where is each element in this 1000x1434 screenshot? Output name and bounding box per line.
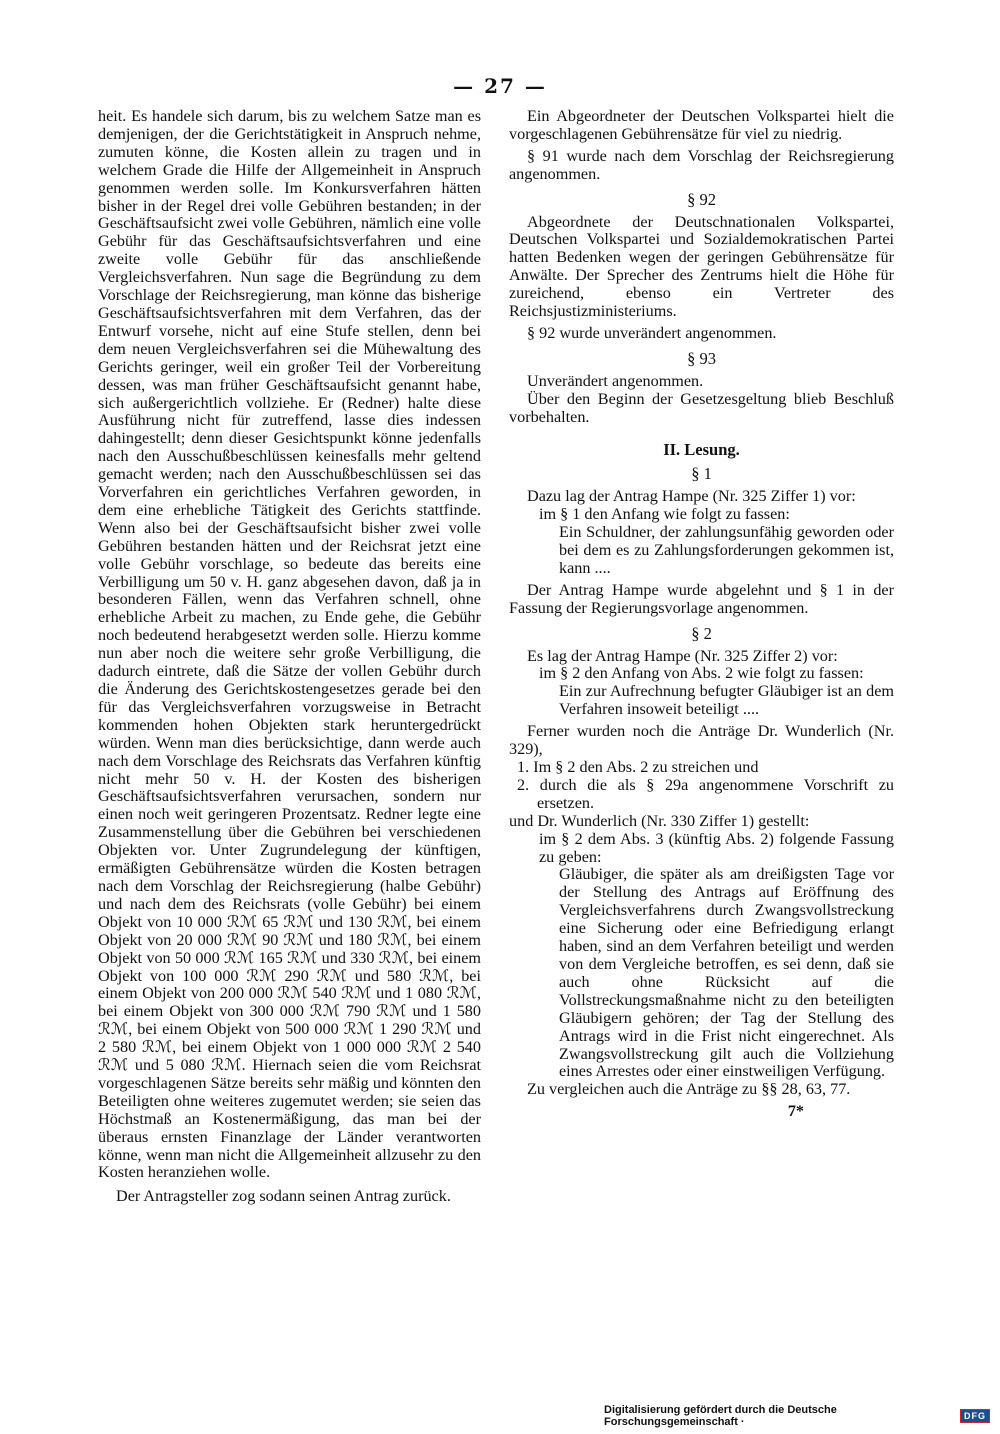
paragraph: Der Antrag Hampe wurde abgelehnt und § 1 in der Fassung der Regierungsvorlage angenommen. bbox=[509, 580, 894, 617]
quote: Gläubiger, die später als am dreißigsten Tage vor der Stellung des Antrags auf Eröffnung des Vergleichsverfahrens durch Zwangsvollstreckung eine Sicherung oder eine Befriedigung erlangt haben, sind an dem Verfahren beteiligt und werden von dem Vergleiche betroffen, es sei denn, daß sie auch ohne Rücksicht auf die Vollstreckungsmaßnahme nicht zu den beteiligten Gläubigern gehören; der Tag der Stellung des Antrags wird in die Frist nicht eingerechnet. Als Zwangsvollstreckung gilt auch die Vollziehung eines Arrestes oder einer einstweiligen Verfügung. bbox=[559, 865, 894, 1081]
paragraph: Über den Beginn der Gesetzesgeltung blieb Beschluß vorbehalten. bbox=[509, 389, 894, 426]
paragraph: § 91 wurde nach dem Vorschlag der Reichsregierung angenommen. bbox=[509, 146, 894, 183]
paragraph: Dazu lag der Antrag Hampe (Nr. 325 Ziffer 1) vor: bbox=[527, 487, 856, 506]
footer-text: Digitalisierung gefördert durch die Deutsche Forschungsgemeinschaft · bbox=[604, 1404, 837, 1428]
paragraph: im § 1 den Anfang wie folgt zu fassen: bbox=[539, 505, 790, 524]
dfg-logo: DFG bbox=[960, 1409, 990, 1423]
list-item: 1. Im § 2 den Abs. 2 zu streichen und bbox=[517, 758, 759, 776]
section-heading: § 1 bbox=[691, 464, 712, 484]
paragraph: § 92 wurde unverändert angenommen. bbox=[527, 323, 777, 342]
quote: Ein zur Aufrechnung befugter Gläubiger ist an dem Verfahren insoweit beteiligt .... bbox=[559, 682, 894, 719]
signature-mark: 7* bbox=[787, 1102, 804, 1121]
paragraph: Ferner wurden noch die Anträge Dr. Wunderlich (Nr. 329), bbox=[509, 722, 894, 759]
paragraph: Abgeordnete der Deutschnationalen Volkspartei, Deutschen Volkspartei und Sozialdemokratischen Partei hatten Bedenken wegen der geringen Gebührensätze für Anwälte. Der Sprecher des Zentrums hielt die Höhe für zureichend, ebenso ein Vertreter des Reichsjustizministeriums. bbox=[509, 212, 894, 321]
paragraph: Ein Abgeordneter der Deutschen Volkspartei hielt die vorgeschlagenen Gebührensätze für viel zu niedrig. bbox=[509, 107, 894, 143]
section-heading: § 92 bbox=[687, 189, 716, 209]
list-item: 2. durch die als § 29a angenommene Vorschrift zu ersetzen. bbox=[517, 775, 894, 812]
quote: Ein Schuldner, der zahlungsunfähig geworden oder bei dem es zu Zahlungsforderungen gekommen ist, kann .... bbox=[559, 523, 894, 577]
section-heading: § 93 bbox=[687, 348, 716, 368]
paragraph: Der Antragsteller zog sodann seinen Antrag zurück. bbox=[116, 1187, 451, 1206]
section-heading: II. Lesung. bbox=[663, 439, 740, 459]
section-heading: § 2 bbox=[691, 623, 712, 643]
paragraph: Unverändert angenommen. bbox=[527, 371, 704, 390]
left-column bbox=[98, 108, 481, 1206]
page-number: — 27 — bbox=[453, 74, 547, 98]
paragraph: im § 2 dem Abs. 3 (künftig Abs. 2) folgende Fassung zu geben: bbox=[539, 829, 894, 866]
right-column bbox=[509, 108, 894, 1121]
paragraph: Es lag der Antrag Hampe (Nr. 325 Ziffer 2) vor: bbox=[527, 646, 838, 665]
paragraph: Zu vergleichen auch die Anträge zu §§ 28, 63, 77. bbox=[527, 1080, 851, 1099]
paragraph: heit. Es handele sich darum, bis zu welchem Satze man es demjenigen, der die Gerichtstätigkeit in Anspruch nehme, zumuten könne, die Kosten allein zu tragen und in welchem Grade die Hilfe der Allgemeinheit in Anspruch genommen werden solle. Im Konkursverfahren hätten bisher in der Regel drei volle Gebühren bestanden; in der Geschäftsaufsicht zwei volle Gebühren, nämlich eine volle Gebühr für das Geschäftsaufsichtsverfahren und eine zweite volle Gebühr für das anschließende Vergleichsverfahren. Nun sage die Begründung zu dem Vorschlage der Reichsregierung, man könne das bisherige Geschäftsaufsichtsverfahren mit dem Verfahren, das der Entwurf vorsehe, nicht auf eine Stufe stellen, denn bei dem neuen Vergleichsverfahren sei die Mühewaltung des Gerichts geringer, weil ein großer Teil der Vorbereitung dessen, was man früher Geschäftsaufsicht genannt habe, sich außergerichtlich vollziehe. Er (Redner) halte diese Ausführung nicht für zutreffend, lasse dies indessen dahingestellt; denn dieser Gesichtspunkt könne jedenfalls nach den Ausschußbeschlüssen keinesfalls mehr geltend gemacht werden; nach den Ausschußbeschlüssen sei das Vorverfahren ein gerichtliches Verfahren geworden, in dem eine erhebliche Tätigkeit des Gerichts stattfinde. Wenn also bei der Geschäftsaufsicht bisher zwei volle Gebühren bestanden hätten und der Reichsrat jetzt eine volle Gebühr vorschlage, so bedeute das bereits eine Verbilligung um 50 v. H. ganz abgesehen davon, daß ja in besonderen Fällen, wenn das Verfahren schnell, ohne erhebliche Arbeit zu machen, zu Ende gehe, die Gebühr noch bedeutend herabgesetzt werden solle. Hierzu komme nun aber noch die weitere sehr große Verbilligung, die dadurch eintrete, daß die Sätze der vollen Gebühr durch die Änderung des Gerichtskostengesetzes gerade bei den für das Vergleichsverfahren vorzugsweise in Betracht kommenden hohen Objekten stark heruntergedrückt würden. Wenn man dies berücksichtige, dann werde auch nach dem Vorschlage des Reichsrats das Verfahren künftig nicht mehr 50 v. H. der Kosten des bisherigen Geschäftsaufsichtsverfahren verursachen, sondern nur einen noch weit geringeren Prozentsatz. Redner legte eine Zusammenstellung über die Gebühren bei verschiedenen Objekten vor. Unter Zugrundelegung der künftigen, ermäßigten Gebührensätze würden die Kosten betragen nach dem Vorschlag der Reichsregierung (halbe Gebühr) und nach dem des Reichsrats (volle Gebühr) bei einem Objekt von 10 000 ℛℳ 65 ℛℳ und 130 ℛℳ, bei einem Objekt von 20 000 ℛℳ 90 ℛℳ und 180 ℛℳ, bei einem Objekt von 50 000 ℛℳ 165 ℛℳ und 330 ℛℳ, bei einem Objekt von 100 000 ℛℳ 290 ℛℳ und 580 ℛℳ, bei einem Objekt von 200 000 ℛℳ 540 ℛℳ und 1 080 ℛℳ, bei einem Objekt von 300 000 ℛℳ 790 ℛℳ und 1 580 ℛℳ, bei einem Objekt von 500 000 ℛℳ 1 290 ℛℳ und 2 580 ℛℳ, bei einem Objekt von 1 000 000 ℛℳ 2 540 ℛℳ und 5 080 ℛℳ. Hiernach seien die vom Reichsrat vorgeschlagenen Sätze bereits sehr mäßig und könnten den Beteiligten ohne weiteres zugemutet werden; sie seien das Höchstmaß an Kostenermäßigung, das man bei der überaus ernsten Finanzlage der Länder verantworten könne, wenn man nicht die Allgemeinheit allzusehr zu den Kosten heranziehen wolle. bbox=[98, 107, 481, 1182]
paragraph: und Dr. Wunderlich (Nr. 330 Ziffer 1) gestellt: bbox=[509, 811, 810, 830]
footer bbox=[604, 1404, 990, 1428]
paragraph: im § 2 den Anfang von Abs. 2 wie folgt zu fassen: bbox=[539, 664, 864, 683]
